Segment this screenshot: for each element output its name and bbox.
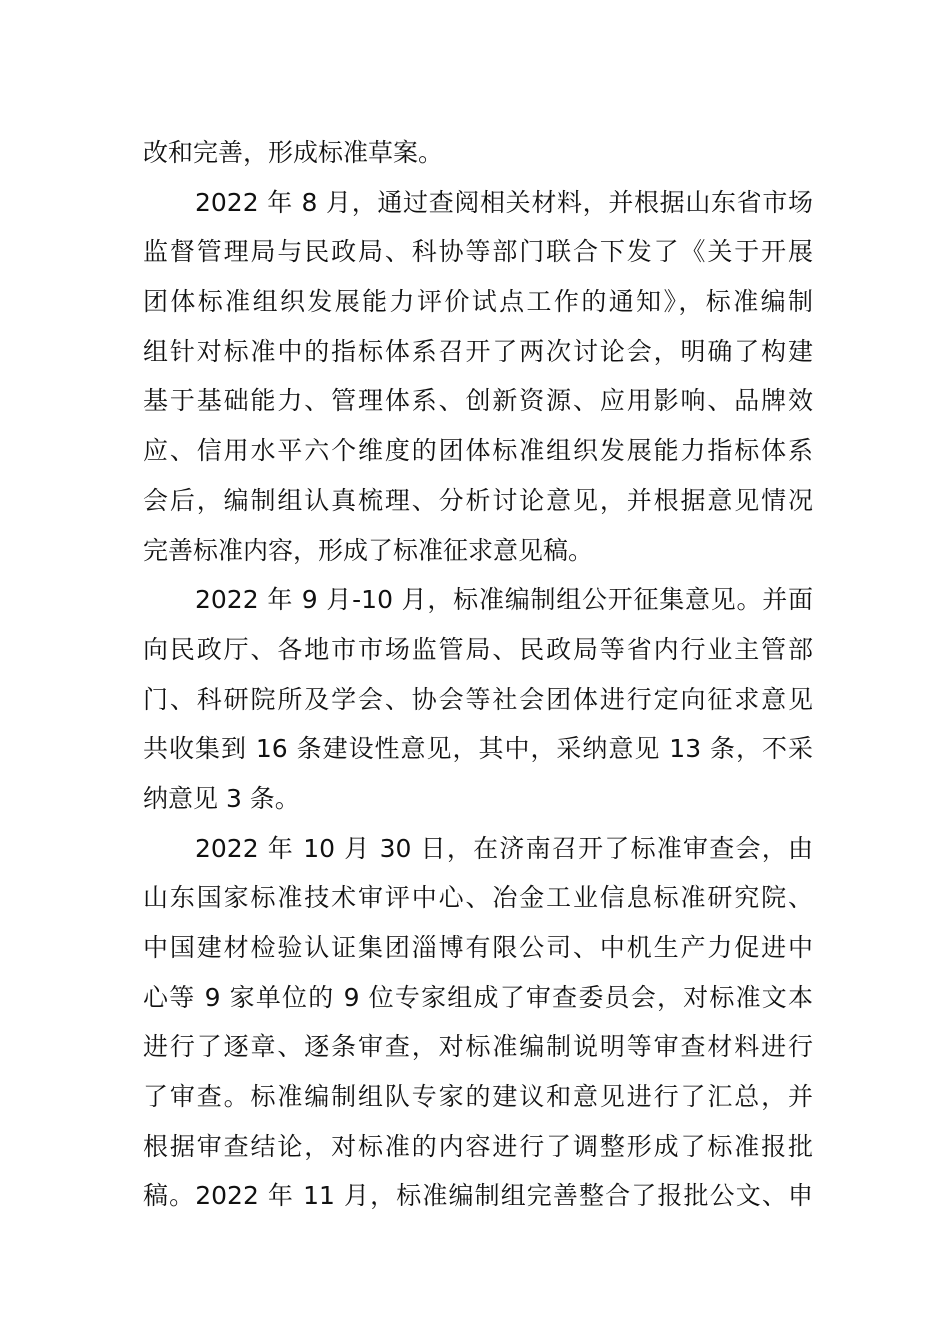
text-line: 纳意见 3 条。 bbox=[143, 783, 300, 813]
text-line: 会后，编制组认真梳理、分析讨论意见，并根据意见情况 bbox=[143, 485, 813, 515]
text-line: 山东国家标准技术审评中心、冶金工业信息标准研究院、 bbox=[143, 883, 813, 913]
text-line: 了审查。标准编制组队专家的建议和意见进行了汇总，并 bbox=[143, 1082, 813, 1112]
text-line: 稿。2022 年 11 月，标准编制组完善整合了报批公文、申 bbox=[143, 1181, 813, 1211]
body-text bbox=[143, 128, 813, 1221]
text-line: 向民政厅、各地市市场监管局、民政局等省内行业主管部 bbox=[143, 634, 813, 664]
text-line: 进行了逐章、逐条审查，对标准编制说明等审查材料进行 bbox=[143, 1032, 813, 1062]
paragraph-first-line: 2022 年 10 月 30 日，在济南召开了标准审查会，由 bbox=[195, 833, 813, 863]
text-line: 门、科研院所及学会、协会等社会团体进行定向征求意见 bbox=[143, 684, 813, 714]
paragraph-first-line: 2022 年 8 月，通过查阅相关材料，并根据山东省市场 bbox=[195, 187, 813, 217]
text-line: 基于基础能力、管理体系、创新资源、应用影响、品牌效 bbox=[143, 386, 813, 416]
text-line: 共收集到 16 条建设性意见，其中，采纳意见 13 条，不采 bbox=[143, 734, 813, 764]
text-line: 监督管理局与民政局、科协等部门联合下发了《关于开展 bbox=[143, 237, 813, 267]
text-line: 组针对标准中的指标体系召开了两次讨论会，明确了构建 bbox=[143, 336, 813, 366]
paragraph-first-line: 2022 年 9 月-10 月，标准编制组公开征集意见。并面 bbox=[195, 585, 813, 615]
text-line: 改和完善，形成标准草案。 bbox=[143, 138, 444, 167]
text-line: 完善标准内容，形成了标准征求意见稿。 bbox=[143, 535, 594, 565]
text-line: 团体标准组织发展能力评价试点工作的通知》，标准编制 bbox=[143, 287, 813, 317]
text-line: 应、信用水平六个维度的团体标准组织发展能力指标体系 bbox=[143, 436, 813, 466]
text-line: 中国建材检验认证集团淄博有限公司、中机生产力促进中 bbox=[143, 933, 813, 962]
text-line: 根据审查结论，对标准的内容进行了调整形成了标准报批 bbox=[143, 1131, 813, 1161]
text-line: 心等 9 家单位的 9 位专家组成了审查委员会，对标准文本 bbox=[143, 982, 813, 1012]
